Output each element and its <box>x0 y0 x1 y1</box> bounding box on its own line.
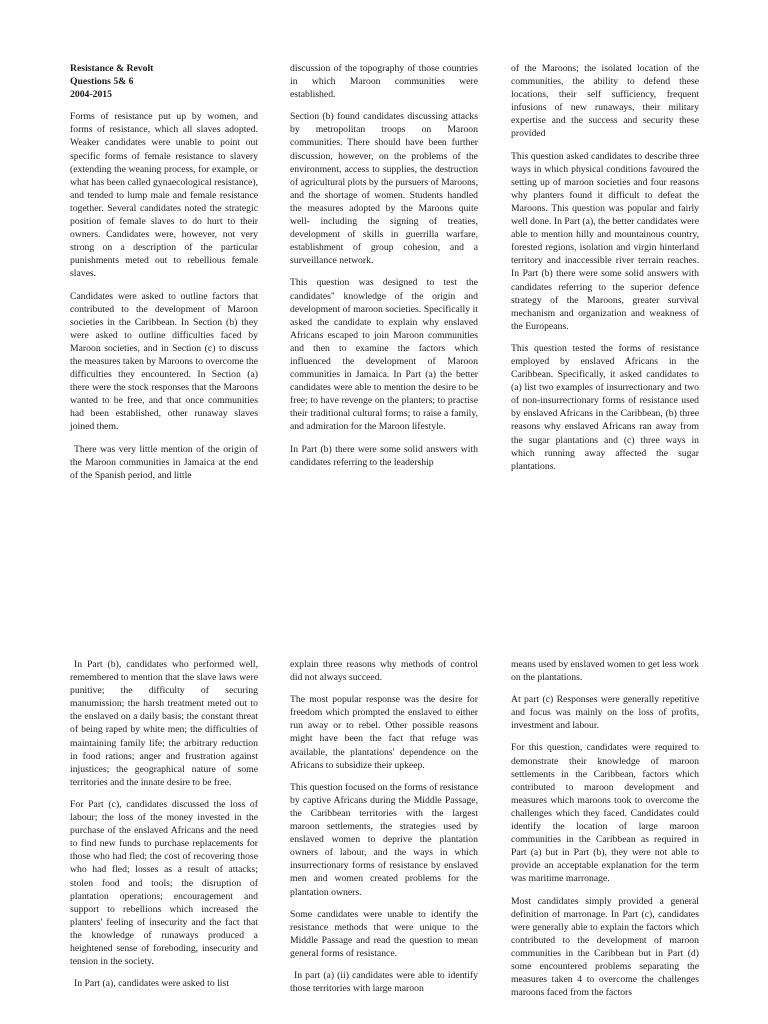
paragraph: For Part (c), candidates discussed the loss of labour; the loss of the money invested in the purchase of the enslaved Africans and the need to find new funds to purchase replacements for those who had fled; the cost of recovering those who had fled; losses as a result of attacks; stolen food and tools; the disruption of plantation operations; encouragement and support to rebellions which increased the planters' feeling of insecurity and the fact that the knowledge of runaways produced a heightened sense of foreboding, insecurity and tension in the society. <box>70 798 258 968</box>
bottom-column-2 <box>290 658 478 1004</box>
top-column-3 <box>511 62 699 482</box>
document-heading <box>70 62 258 101</box>
paragraph: explain three reasons why methods of control did not always succeed. <box>290 659 478 684</box>
top-section <box>0 62 768 532</box>
heading-questions: Questions 5& 6 <box>70 76 134 88</box>
paragraph: Section (b) found candidates discussing attacks by metropolitan troops on Maroon communities. There should have been further discussion, however, on the problems of the environment, access to supplies, the destruction of agricultural plots by the pursuers of Maroons, and the shortage of women. Students handled the measures adopted by the Maroons quite well- including the signing of treaties, development of skills in guerrilla warfare, establishment of group cohesion, and a surveillance network. <box>290 111 478 267</box>
paragraph: This question asked candidates to describe three ways in which physical conditions favoured the setting up of maroon societies and four reasons why planters found it difficult to defeat the Maroons. This question was popular and fairly well done. In Part (a), the better candidates were able to mention hilly and mountainous country, forested regions, isolation and virgin hinterland territory and inaccessible river terrain reaches. In Part (b) there were some solid answers with candidates referring to the superior defence strategy of the Maroons, greater survival mechanism and organization and weakness of the Europeans. <box>511 150 699 332</box>
paragraph: means used by enslaved women to get less work on the plantations. <box>511 659 699 684</box>
paragraph: This question tested the forms of resistance employed by enslaved Africans in the Caribbean. Specifically, it asked candidates to (a) list two examples of insurrectionary and two of non-insurrectionary forms of resistance used by enslaved Africans in the Caribbean, (b) three reasons why enslaved Africans ran away from the sugar plantations and (c) three ways in which running away affected the sugar plantations. <box>511 342 699 472</box>
paragraph: Candidates were asked to outline factors that contributed to the development of Maroon societies in the Caribbean. In Section (b) they were asked to outline difficulties faced by Maroon societies, and in Section (c) to discuss the measures taken by Maroons to overcome the difficulties they encountered. In Section (a) there were the stock responses that the Maroons wanted to be free, and that once communities had been established, other runaway slaves joined them. <box>70 290 258 433</box>
paragraph: Forms of resistance put up by women, and forms of resistance, which all slaves adopted. Weaker candidates were unable to point out specific forms of female resistance to slavery (extending the weaning process, for example, or what has been called gynaecological resistance), and tended to lump male and female resistance together. Several candidates noted the strategic position of female slaves to do hurt to their owners. Candidates were, however, not very strong on a description of the particular punishments meted out to rebellious female slaves. <box>70 111 258 280</box>
top-column-2 <box>290 62 478 478</box>
paragraph: In Part (b), candidates who performed well, remembered to mention that the slave laws were punitive; the difficulty of securing manumission; the harsh treatment meted out to the enslaved on a daily basis; the constant threat of being raped by white men; the difficulties of maintaining family life; the arbitrary reduction in food rations; anger and frustration against injustices; the geographical nature of some territories and the innate desire to be free. <box>70 659 258 788</box>
paragraph: This question was designed to test the candidates" knowledge of the origin and development of maroon societies. Specifically it asked the candidate to explain why enslaved Africans escaped to join Maroon communities and then to examine the factors which influenced the development of Maroon communities in Jamaica. In Part (a) the better candidates were able to mention the desire to be free; to have revenge on the planters; to practise their traditional cultural forms; to raise a family, and admiration for the Maroon lifestyle. <box>290 277 478 433</box>
bottom-section <box>0 658 768 1024</box>
bottom-column-3 <box>511 658 699 1008</box>
paragraph: The most popular response was the desire for freedom which prompted the enslaved to either run away or to rebel. Other possible reasons might have been the fact that refuge was available, the plantations' dependence on the Africans to subsidize their upkeep. <box>290 694 478 771</box>
paragraph: In Part (b) there were some solid answers with candidates referring to the leadership <box>290 443 478 468</box>
paragraph: discussion of the topography of those countries in which Maroon communities were established. <box>290 63 478 101</box>
paragraph: of the Maroons; the isolated location of the communities, the ability to defend these locations, their self sufficiency, frequent infusions of new runaways, their military expertise and the success and security these provided <box>511 63 699 140</box>
paragraph: This question focused on the forms of resistance by captive Africans during the Middle Passage, the Caribbean territories with the largest maroon settlements, the strategies used by enslaved women to deprive the plantation owners of labour, and the ways in which insurrectionary forms of resistance by enslaved men and women created problems for the plantation owners. <box>290 781 478 898</box>
paragraph: In part (a) (ii) candidates were able to identify those territories with large maroon <box>290 969 478 995</box>
paragraph: For this question, candidates were required to demonstrate their knowledge of maroon settlements in the Caribbean, factors which contributed to maroon development and measures which maroons took to overcome the challenges which they faced. Candidates could identify the location of large maroon communities in the Caribbean as required in Part (a) but in Part (b), they were not able to provide an acceptable explanation for the term was maritime marronage. <box>511 742 699 885</box>
paragraph: At part (c) Responses were generally repetitive and focus was mainly on the loss of profits, investment and labour. <box>511 694 699 732</box>
bottom-column-1 <box>70 658 258 999</box>
paragraph: In Part (a), candidates were asked to list <box>74 978 229 990</box>
paragraph: Some candidates were unable to identify the resistance methods that were unique to the Middle Passage and read the question to mean general forms of resistance. <box>290 908 478 959</box>
paragraph: Most candidates simply provided a general definition of marronage. In Part (c), candidates were generally able to explain the factors which contributed to the development of maroon communities in the Caribbean but in Part (d) some encountered problems separating the measures taken 4 to overcome the challenges maroons faced from the factors <box>511 895 699 999</box>
paragraph: There was very little mention of the origin of the Maroon communities in Jamaica at the end of the Spanish period, and little <box>70 443 258 481</box>
heading-years: 2004-2015 <box>70 89 112 101</box>
heading-title: Resistance & Revolt <box>70 63 154 74</box>
top-column-1 <box>70 62 258 491</box>
